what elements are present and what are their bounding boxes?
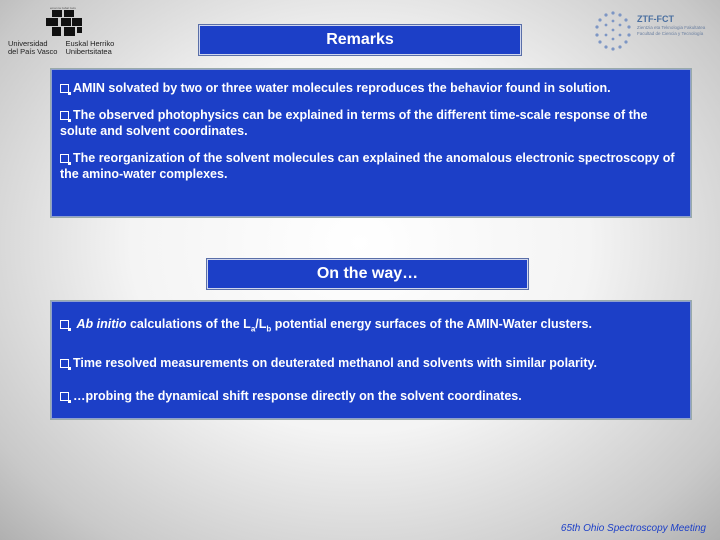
list-item-text: Time resolved measurements on deuterated methanol and solvents with similar polarity. [73,355,597,370]
list-item [60,388,682,404]
logo-right-title: ZTF-FCT [637,14,674,24]
list-item [60,150,682,182]
checkbox-bullet-icon [60,111,69,120]
logo-text-line: Euskal Herriko [65,39,115,48]
upv-ehu-logo [6,4,126,60]
ztf-fct-logo [590,8,714,54]
list-item-text: The reorganization of the solvent molecules can explained the anomalous electronic spectroscopy of the amino-water complexes. [60,151,675,181]
on-the-way-panel [51,301,691,419]
list-item [60,80,682,96]
remarks-panel [51,69,691,217]
checkbox-bullet-icon [60,320,69,329]
checkbox-bullet-icon [60,392,69,401]
list-item-text: AMIN solvated by two or three water molecules reproduces the behavior found in solution. [73,81,611,95]
checkbox-bullet-icon [60,84,69,93]
on-the-way-title: On the way… [207,259,528,289]
footer-meeting-name: 65th Ohio Spectroscopy Meeting [560,523,706,534]
italic-text: Ab initio [76,317,127,331]
checkbox-bullet-icon [60,154,69,163]
list-item-text: potential energy surfaces of the AMIN-Water clusters. [271,317,592,331]
dotted-circle-icon [590,8,636,54]
list-item-text: /L [255,317,267,331]
list-item [60,355,682,371]
logo-text-line: del País Vasco [8,47,58,56]
remarks-title: Remarks [199,25,521,55]
list-item [60,107,682,139]
logo-subtitle-line: Zientzia eta Teknologia Fakultatea [637,25,706,30]
logo-left-col2 [65,40,114,56]
list-item [60,316,682,338]
list-item-text: The observed photophysics can be explained in terms of the different time-scale response of the solute and solvent coordinates. [60,108,648,138]
logo-subtitle-line: Facultad de Ciencia y Tecnología [637,30,704,36]
logo-text-line: Unibertsitatea [65,47,112,56]
logo-motto: eman ta zabal zazu [50,6,77,10]
list-item-text: …probing the dynamical shift response directly on the solvent coordinates. [73,388,522,403]
subscript-a: a [250,324,256,334]
list-item-text: calculations of the L [126,317,251,331]
logo-left-col1 [8,40,57,56]
subscript-b: b [266,324,272,334]
logo-text-line: Universidad [8,39,48,48]
logo-right-subtitle [637,25,715,36]
checkbox-bullet-icon [60,359,69,368]
